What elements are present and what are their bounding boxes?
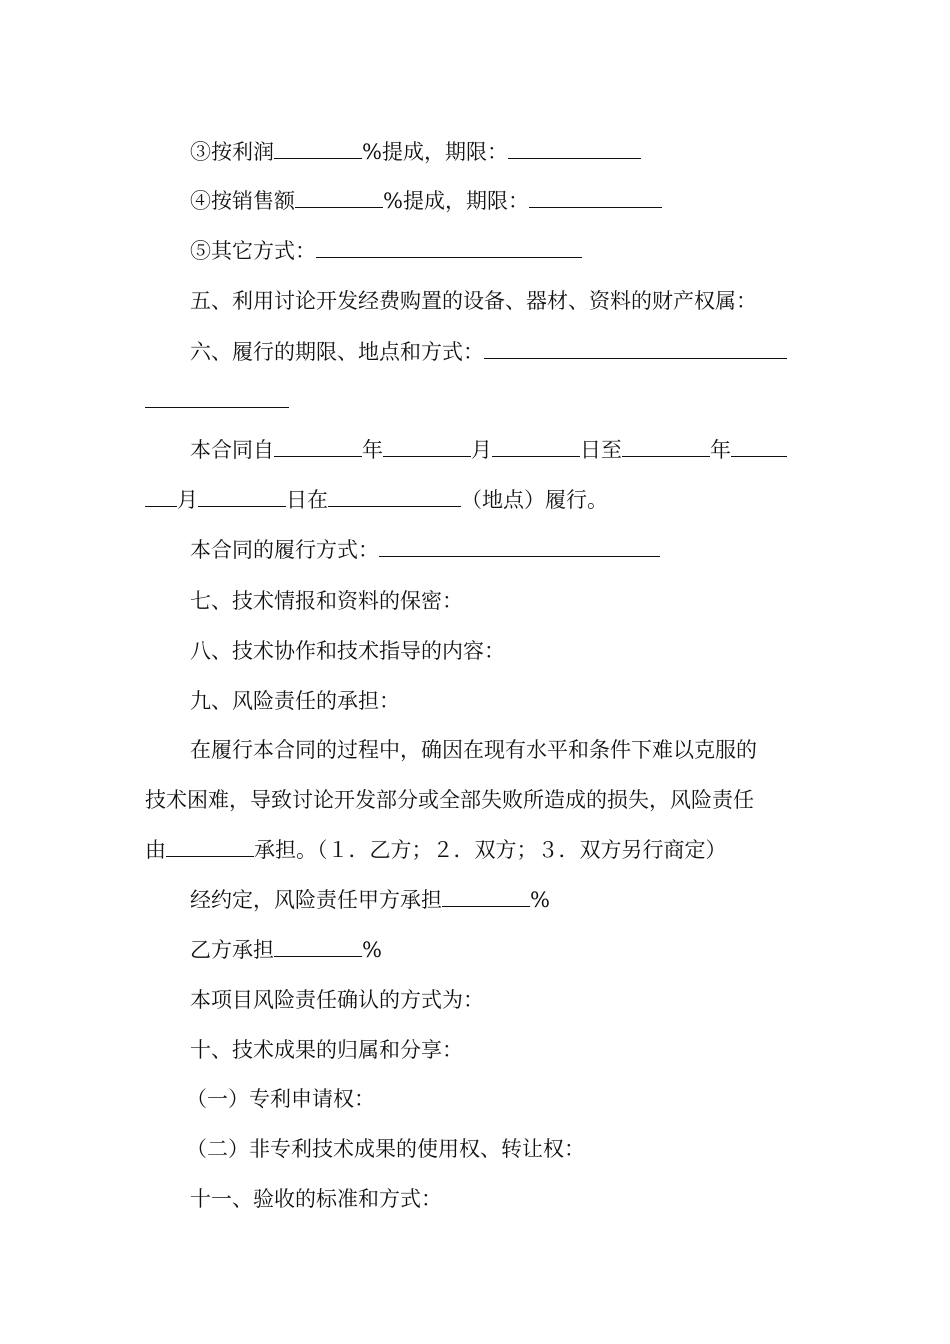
performance-method xyxy=(190,536,660,564)
clause-label: %提成，期限： xyxy=(362,140,508,164)
blank-field[interactable] xyxy=(622,436,710,457)
blank-field[interactable] xyxy=(508,138,641,159)
clause-sales-commission xyxy=(190,187,662,215)
blank-field[interactable] xyxy=(145,486,177,507)
performance-period xyxy=(190,436,787,464)
clause-label: 本合同的履行方式： xyxy=(190,538,379,562)
clause-label: % xyxy=(530,888,550,912)
blank-field[interactable] xyxy=(316,237,582,258)
blank-field[interactable] xyxy=(442,886,530,907)
blank-field[interactable] xyxy=(274,138,362,159)
clause-label: 年 xyxy=(710,438,731,462)
section-5-heading: 五、利用讨论开发经费购置的设备、器材、资料的财产权属： xyxy=(190,289,757,313)
clause-label: （地点）履行。 xyxy=(461,488,608,512)
subsection-non-patent-right: （二）非专利技术成果的使用权、转让权： xyxy=(186,1137,585,1161)
clause-label: 乙方承担 xyxy=(190,938,274,962)
blank-field[interactable] xyxy=(274,936,362,957)
blank-field[interactable] xyxy=(731,436,787,457)
risk-confirmation-method: 本项目风险责任确认的方式为： xyxy=(190,988,484,1012)
clause-label: 日至 xyxy=(580,438,622,462)
blank-field[interactable] xyxy=(383,436,471,457)
blank-field[interactable] xyxy=(166,836,254,857)
section-10-heading: 十、技术成果的归属和分享： xyxy=(190,1038,463,1062)
blank-field-continuation[interactable] xyxy=(145,407,289,408)
risk-paragraph-line-3 xyxy=(145,836,727,864)
blank-field[interactable] xyxy=(492,436,580,457)
risk-party-a-share xyxy=(190,886,550,914)
clause-label: 本合同自 xyxy=(190,438,274,462)
blank-field[interactable] xyxy=(328,486,461,507)
blank-field[interactable] xyxy=(484,338,787,359)
section-8-heading: 八、技术协作和技术指导的内容： xyxy=(190,639,505,663)
clause-label: 月 xyxy=(471,438,492,462)
clause-label: ③按利润 xyxy=(190,140,274,164)
clause-label: %提成，期限： xyxy=(383,189,529,213)
subsection-patent-right: （一）专利申请权： xyxy=(186,1087,375,1111)
risk-party-b-share xyxy=(190,936,382,964)
clause-profit-commission xyxy=(190,138,641,166)
clause-label: 由 xyxy=(145,838,166,862)
blank-field[interactable] xyxy=(529,187,662,208)
clause-label: 月 xyxy=(177,488,198,512)
clause-label: 日在 xyxy=(286,488,328,512)
clause-label: 承担。（１．乙方；２．双方；３．双方另行商定） xyxy=(254,838,727,862)
risk-paragraph-line-2: 技术困难，导致讨论开发部分或全部失败所造成的损失，风险责任 xyxy=(145,788,754,812)
risk-paragraph-line-1: 在履行本合同的过程中，确因在现有水平和条件下难以克服的 xyxy=(190,738,757,762)
section-11-heading: 十一、验收的标准和方式： xyxy=(190,1187,442,1211)
section-6-heading xyxy=(190,338,787,366)
blank-field[interactable] xyxy=(295,187,383,208)
clause-label: ④按销售额 xyxy=(190,189,295,213)
clause-label: 经约定，风险责任甲方承担 xyxy=(190,888,442,912)
blank-field[interactable] xyxy=(274,436,362,457)
performance-place xyxy=(145,486,608,514)
section-9-heading: 九、风险责任的承担： xyxy=(190,689,400,713)
blank-field[interactable] xyxy=(379,536,660,557)
blank-field[interactable] xyxy=(198,486,286,507)
clause-label: % xyxy=(362,938,382,962)
clause-other-method xyxy=(190,237,582,265)
section-7-heading: 七、技术情报和资料的保密： xyxy=(190,589,463,613)
clause-label: ⑤其它方式： xyxy=(190,239,316,263)
clause-label: 年 xyxy=(362,438,383,462)
clause-label: 六、履行的期限、地点和方式： xyxy=(190,340,484,364)
